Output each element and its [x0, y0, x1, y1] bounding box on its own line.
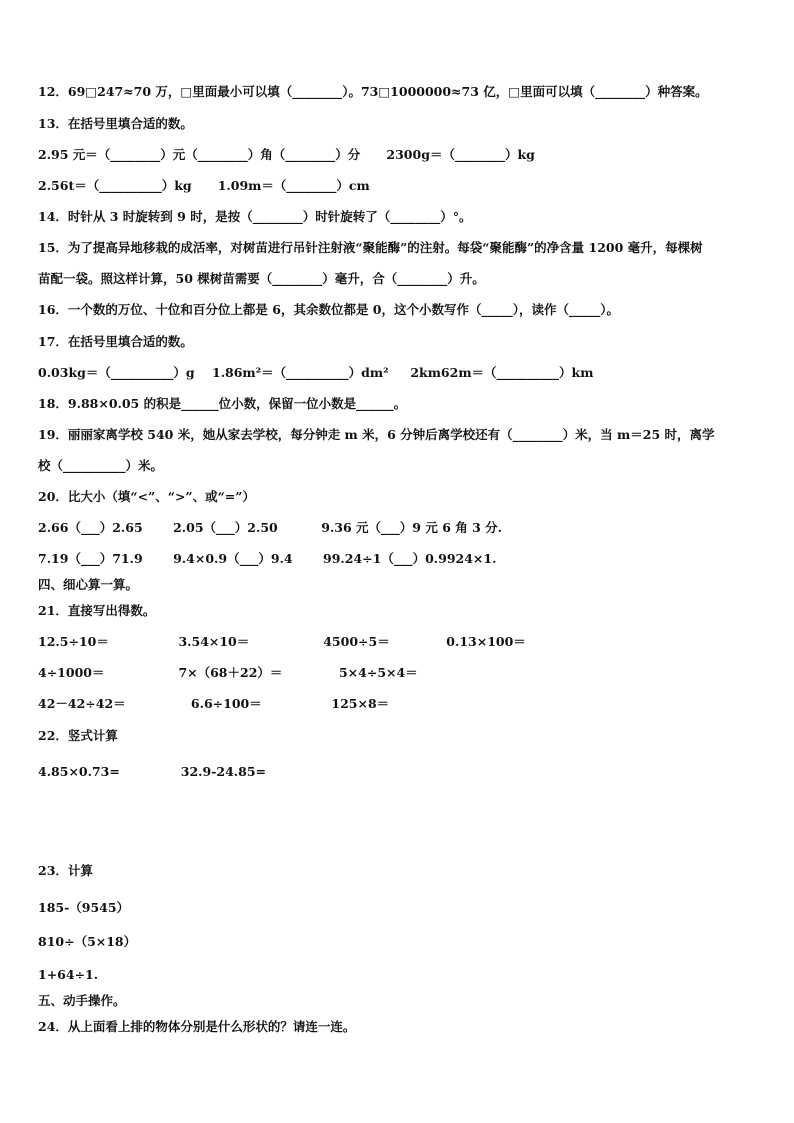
question-19-line-2: 校（__________）米。 [38, 458, 164, 473]
question-18: 18．9.88×0.05 的积是______位小数，保留一位小数是______。 [38, 396, 407, 411]
section-4-heading: 四、细心算一算。 [38, 577, 139, 592]
question-22-heading: 22．竖式计算 [38, 728, 118, 743]
question-23-item-2: 810÷（5×18） [38, 934, 137, 949]
question-13-heading: 13．在括号里填合适的数。 [38, 116, 193, 131]
question-21-row-1: 12.5÷10＝ 3.54×10＝ 4500÷5＝ 0.13×100＝ [38, 634, 526, 649]
question-13-line-2: 2.56t＝（__________）kg 1.09m＝（________）cm [38, 178, 370, 193]
question-23-item-1: 185-（9545） [38, 900, 130, 915]
question-17-heading: 17．在括号里填合适的数。 [38, 334, 193, 349]
question-12: 12．69□247≈70 万，□里面最小可以填（________）。73□1000000≈73 亿，□里面可以填（________）种答案。 [38, 84, 708, 99]
question-19-line-1: 19．丽丽家离学校 540 米，她从家去学校，每分钟走 m 米，6 分钟后离学校还有（________）米，当 m＝25 时，离学 [38, 427, 715, 442]
question-14: 14．时针从 3 时旋转到 9 时，是按（________）时针旋转了（________）°。 [38, 209, 472, 224]
question-24: 24．从上面看上排的物体分别是什么形状的？请连一连。 [38, 1019, 356, 1034]
question-20-heading: 20．比大小（填“<”、“>”、或“=”） [38, 489, 255, 504]
question-23-item-3: 1+64÷1. [38, 967, 99, 982]
question-15-line-1: 15．为了提高异地移栽的成活率，对树苗进行吊针注射液“聚能酶”的注射。每袋“聚能酶”的净含量 1200 毫升，每棵树 [38, 240, 703, 255]
question-21-heading: 21．直接写出得数。 [38, 603, 156, 618]
section-5-heading: 五、动手操作。 [38, 993, 126, 1008]
question-20-line-2: 7.19（___）71.9 9.4×0.9（___）9.4 99.24÷1（___）0.9924×1. [38, 551, 497, 566]
question-23-heading: 23．计算 [38, 863, 93, 878]
question-16: 16．一个数的万位、十位和百分位上都是 6，其余数位都是 0，这个小数写作（_____），读作（_____）。 [38, 302, 619, 317]
question-13-line-1: 2.95 元＝（________）元（________）角（________）分 2300g＝（________）kg [38, 147, 535, 162]
question-21-row-2: 4÷1000＝ 7×（68＋22）＝ 5×4÷5×4＝ [38, 665, 418, 680]
question-21-row-3: 42－42÷42＝ 6.6÷100＝ 125×8＝ [38, 696, 390, 711]
question-15-line-2: 苗配一袋。照这样计算，50 棵树苗需要（________）毫升，合（________）升。 [38, 271, 485, 286]
question-17-line-1: 0.03kg＝（__________）g 1.86m²＝（__________）dm² 2km62m＝（__________）km [38, 365, 594, 380]
question-20-line-1: 2.66（___）2.65 2.05（___）2.50 9.36 元（___）9 元 6 角 3 分. [38, 520, 503, 535]
question-22-problems: 4.85×0.73= 32.9-24.85= [38, 764, 267, 779]
